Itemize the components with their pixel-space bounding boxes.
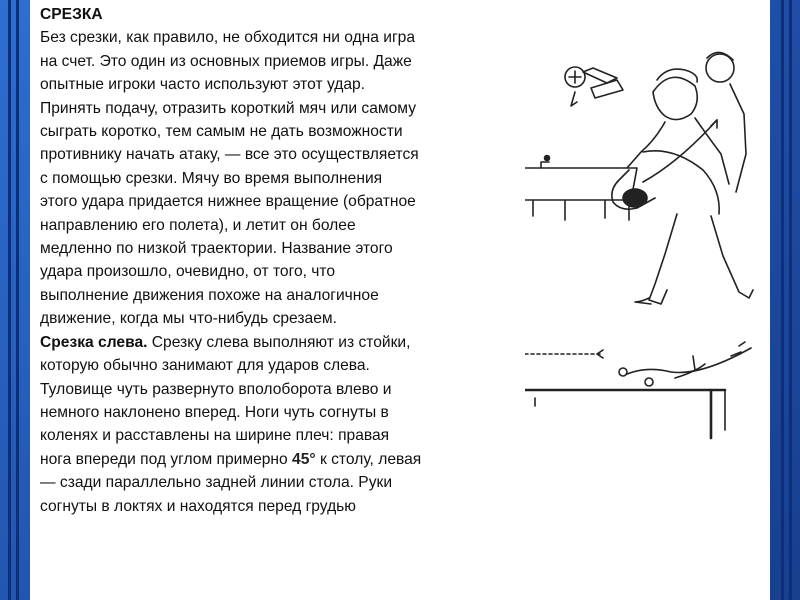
text-line: которую обычно занимают для ударов слева. <box>40 357 370 375</box>
section-first-line-rest: Срезку слева выполняют из стойки, <box>147 333 411 351</box>
slide-page <box>30 0 770 600</box>
text-line: выполнение движения похоже на аналогичное <box>40 286 379 304</box>
angle-line-end: к столу, левая <box>315 450 422 468</box>
text-line: Туловище чуть развернуто вполоборота влево и <box>40 380 392 398</box>
trajectory-illustration <box>525 330 765 440</box>
text-line: согнуты в локтях и находятся перед грудью <box>40 497 356 515</box>
text-line: с помощью срезки. Мячу во время выполнения <box>40 169 383 187</box>
article-text <box>40 3 518 518</box>
text-line: немного наклонено вперед. Ноги чуть согнуты в <box>40 403 389 421</box>
text-line: направлению его полета), и летит он более <box>40 216 356 234</box>
text-line: Принять подачу, отразить короткий мяч или самому <box>40 99 416 117</box>
text-line: противнику начать атаку, — все это осуществляется <box>40 146 419 164</box>
text-line: удара произошло, очевидно, от того, что <box>40 263 336 281</box>
background-stripe <box>16 0 19 600</box>
text-line: коленях и расставлены на ширине плеч: правая <box>40 427 390 445</box>
background-stripe <box>8 0 11 600</box>
text-line: на счет. Это один из основных приемов игры. Даже <box>40 52 412 70</box>
article-title: СРЕЗКА <box>40 6 103 23</box>
text-line: Без срезки, как правило, не обходится ни одна игра <box>40 29 416 47</box>
text-line: — сзади параллельно задней линии стола. Руки <box>40 474 393 492</box>
text-line: этого удара придается нижнее вращение (обратное <box>40 193 416 211</box>
player-illustration <box>525 40 765 310</box>
background-stripe <box>781 0 784 600</box>
angle-value: 45° <box>292 450 316 468</box>
text-line: медленно по низкой траектории. Название этого <box>40 240 393 258</box>
angle-line-start: нога впереди под углом примерно <box>40 450 293 468</box>
text-line: движение, когда мы что-нибудь срезаем. <box>40 310 337 328</box>
background-stripe <box>789 0 792 600</box>
racket-spin-icon <box>565 67 623 106</box>
angle-line <box>40 448 518 471</box>
section-first-line <box>40 331 518 354</box>
text-line: сыграть коротко, тем самым не дать возможности <box>40 123 403 141</box>
section-heading: Срезка слева. <box>40 333 148 351</box>
text-line: опытные игроки часто используют этот удар. <box>40 76 366 94</box>
